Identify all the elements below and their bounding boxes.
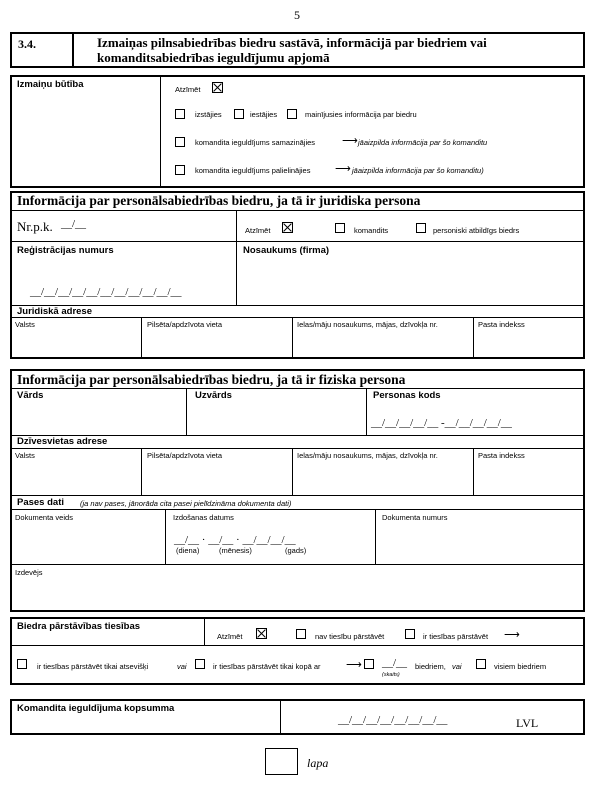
section-number: 3.4. (18, 37, 36, 51)
first-name-label: Vārds (17, 390, 44, 401)
natural-title: Informācija par personālsabiedrības biedru, ja tā ir fiziska persona (17, 372, 406, 387)
members-count-checkbox[interactable] (364, 659, 374, 669)
has-rights-label: ir tiesības pārstāvēt (423, 632, 489, 641)
all-members-checkbox[interactable] (476, 659, 486, 669)
surname-label: Uzvārds (195, 390, 232, 401)
separately-label: ir tiesības pārstāvēt tikai atsevišķi (37, 662, 149, 671)
changes-label: Izmaiņu būtība (17, 79, 84, 90)
info-changed-label: mainījusies informācija par biedru (305, 110, 417, 119)
legal-nrpk-label: Nr.p.k. (17, 219, 53, 234)
passport-label: Pases dati (17, 497, 64, 508)
page-number: 5 (294, 8, 300, 22)
legal-city-label: Pilsēta/apdzīvota vieta (147, 320, 223, 329)
separately-checkbox[interactable] (17, 659, 27, 669)
limited-partner-label: komandits (354, 226, 389, 235)
all-members-label: visiem biedriem (494, 662, 547, 671)
decreased-checkbox[interactable] (175, 137, 185, 147)
legal-mark-label: Atzīmēt (245, 226, 271, 235)
increased-checkbox[interactable] (175, 165, 185, 175)
or-label: vai (452, 662, 462, 671)
legal-person-box (10, 191, 585, 359)
mark-example-checkbox (282, 222, 293, 233)
general-partner-checkbox[interactable] (416, 223, 426, 233)
decreased-label: komandita ieguldījums samazinājies (195, 138, 316, 147)
doc-number-label: Dokumenta numurs (382, 513, 448, 522)
joined-checkbox[interactable] (234, 109, 244, 119)
jointly-label: ir tiesības pārstāvēt tikai kopā ar (213, 662, 321, 671)
representation-mark-label: Atzīmēt (217, 632, 243, 641)
legal-country-label: Valsts (15, 320, 35, 329)
personal-code-label: Personas kods (373, 390, 441, 401)
changes-mark-label: Atzīmēt (175, 85, 201, 94)
arrow-icon: ⟶ (504, 629, 520, 641)
legal-reg-input[interactable]: __/__/__/__/__/__/__/__/__/__/__ (30, 286, 182, 298)
month-note: (mēnesis) (219, 546, 252, 555)
left-label: izstājies (195, 110, 222, 119)
total-amount-input[interactable]: __/__/__/__/__/__/__/__ (338, 714, 448, 726)
legal-name-label: Nosaukums (firma) (243, 245, 330, 256)
natural-city-label: Pilsēta/apdzīvota vieta (147, 451, 223, 460)
issuer-label: Izdevējs (15, 568, 43, 577)
section-title-line2: komanditsabiedrības ieguldījumu apjomā (97, 50, 330, 65)
increased-note: jāaizpilda informācija par šo komanditu) (352, 166, 484, 175)
limited-partner-checkbox[interactable] (335, 223, 345, 233)
personal-code-input[interactable]: __/__/__/__/__ -__/__/__/__/__ (371, 417, 512, 429)
currency-label: LVL (516, 716, 539, 730)
general-partner-label: personiski atbildīgs biedrs (433, 226, 520, 235)
legal-postal-label: Pasta indekss (478, 320, 525, 329)
increased-label: komandita ieguldījums palielinājies (195, 166, 311, 175)
legal-street-label: Ielas/māju nosaukums, mājas, dzīvokļa nr. (297, 320, 438, 329)
decreased-note: jāaizpilda informācija par šo komanditu (358, 138, 488, 147)
total-label: Komandita ieguldījuma kopsumma (17, 703, 175, 714)
mark-example-checkbox (256, 628, 267, 639)
legal-title: Informācija par personālsabiedrības biedru, ja tā ir juridiska persona (17, 193, 421, 208)
day-note: (diena) (176, 546, 200, 555)
members-count-input[interactable]: __/__ (382, 657, 408, 669)
natural-person-box (10, 369, 585, 612)
jointly-checkbox[interactable] (195, 659, 205, 669)
arrow-icon: ⟶ (346, 659, 362, 671)
left-checkbox[interactable] (175, 109, 185, 119)
natural-postal-label: Pasta indekss (478, 451, 525, 460)
issue-date-label: Izdošanas datums (173, 513, 234, 522)
legal-nrpk-input[interactable]: __/__ (61, 218, 87, 230)
legal-address-label: Juridiskā adrese (17, 306, 92, 317)
representation-label: Biedra pārstāvības tiesības (17, 621, 141, 632)
passport-note: (ja nav pases, jānorāda cita pasei pielīdzināma dokumenta dati) (80, 499, 292, 508)
residence-address-label: Dzīvesvietas adrese (17, 436, 108, 447)
year-note: (gads) (285, 546, 307, 555)
arrow-icon: ⟶ (342, 135, 358, 147)
count-note: (skaits) (382, 672, 400, 678)
arrow-icon: ⟶ (335, 163, 351, 175)
issue-date-input[interactable]: __/__ · __/__ · __/__/__/__ (174, 534, 296, 546)
natural-street-label: Ielas/māju nosaukums, mājas, dzīvokļa nr. (297, 451, 438, 460)
section-title-line1: Izmaiņas pilnsabiedrības biedru sastāvā, informācijā par biedriem vai (97, 35, 487, 50)
legal-reg-label: Reģistrācijas numurs (17, 245, 114, 256)
has-rights-checkbox[interactable] (405, 629, 415, 639)
doc-type-label: Dokumenta veids (15, 513, 73, 522)
joined-label: iestājies (250, 110, 278, 119)
no-rights-checkbox[interactable] (296, 629, 306, 639)
or-label: vai (177, 662, 187, 671)
members-label: biedriem, (415, 662, 446, 671)
sheet-label: lapa (307, 756, 329, 770)
info-changed-checkbox[interactable] (287, 109, 297, 119)
mark-example-checkbox (212, 82, 223, 93)
no-rights-label: nav tiesību pārstāvēt (315, 632, 385, 641)
sheet-count-box[interactable] (265, 748, 298, 775)
natural-country-label: Valsts (15, 451, 35, 460)
